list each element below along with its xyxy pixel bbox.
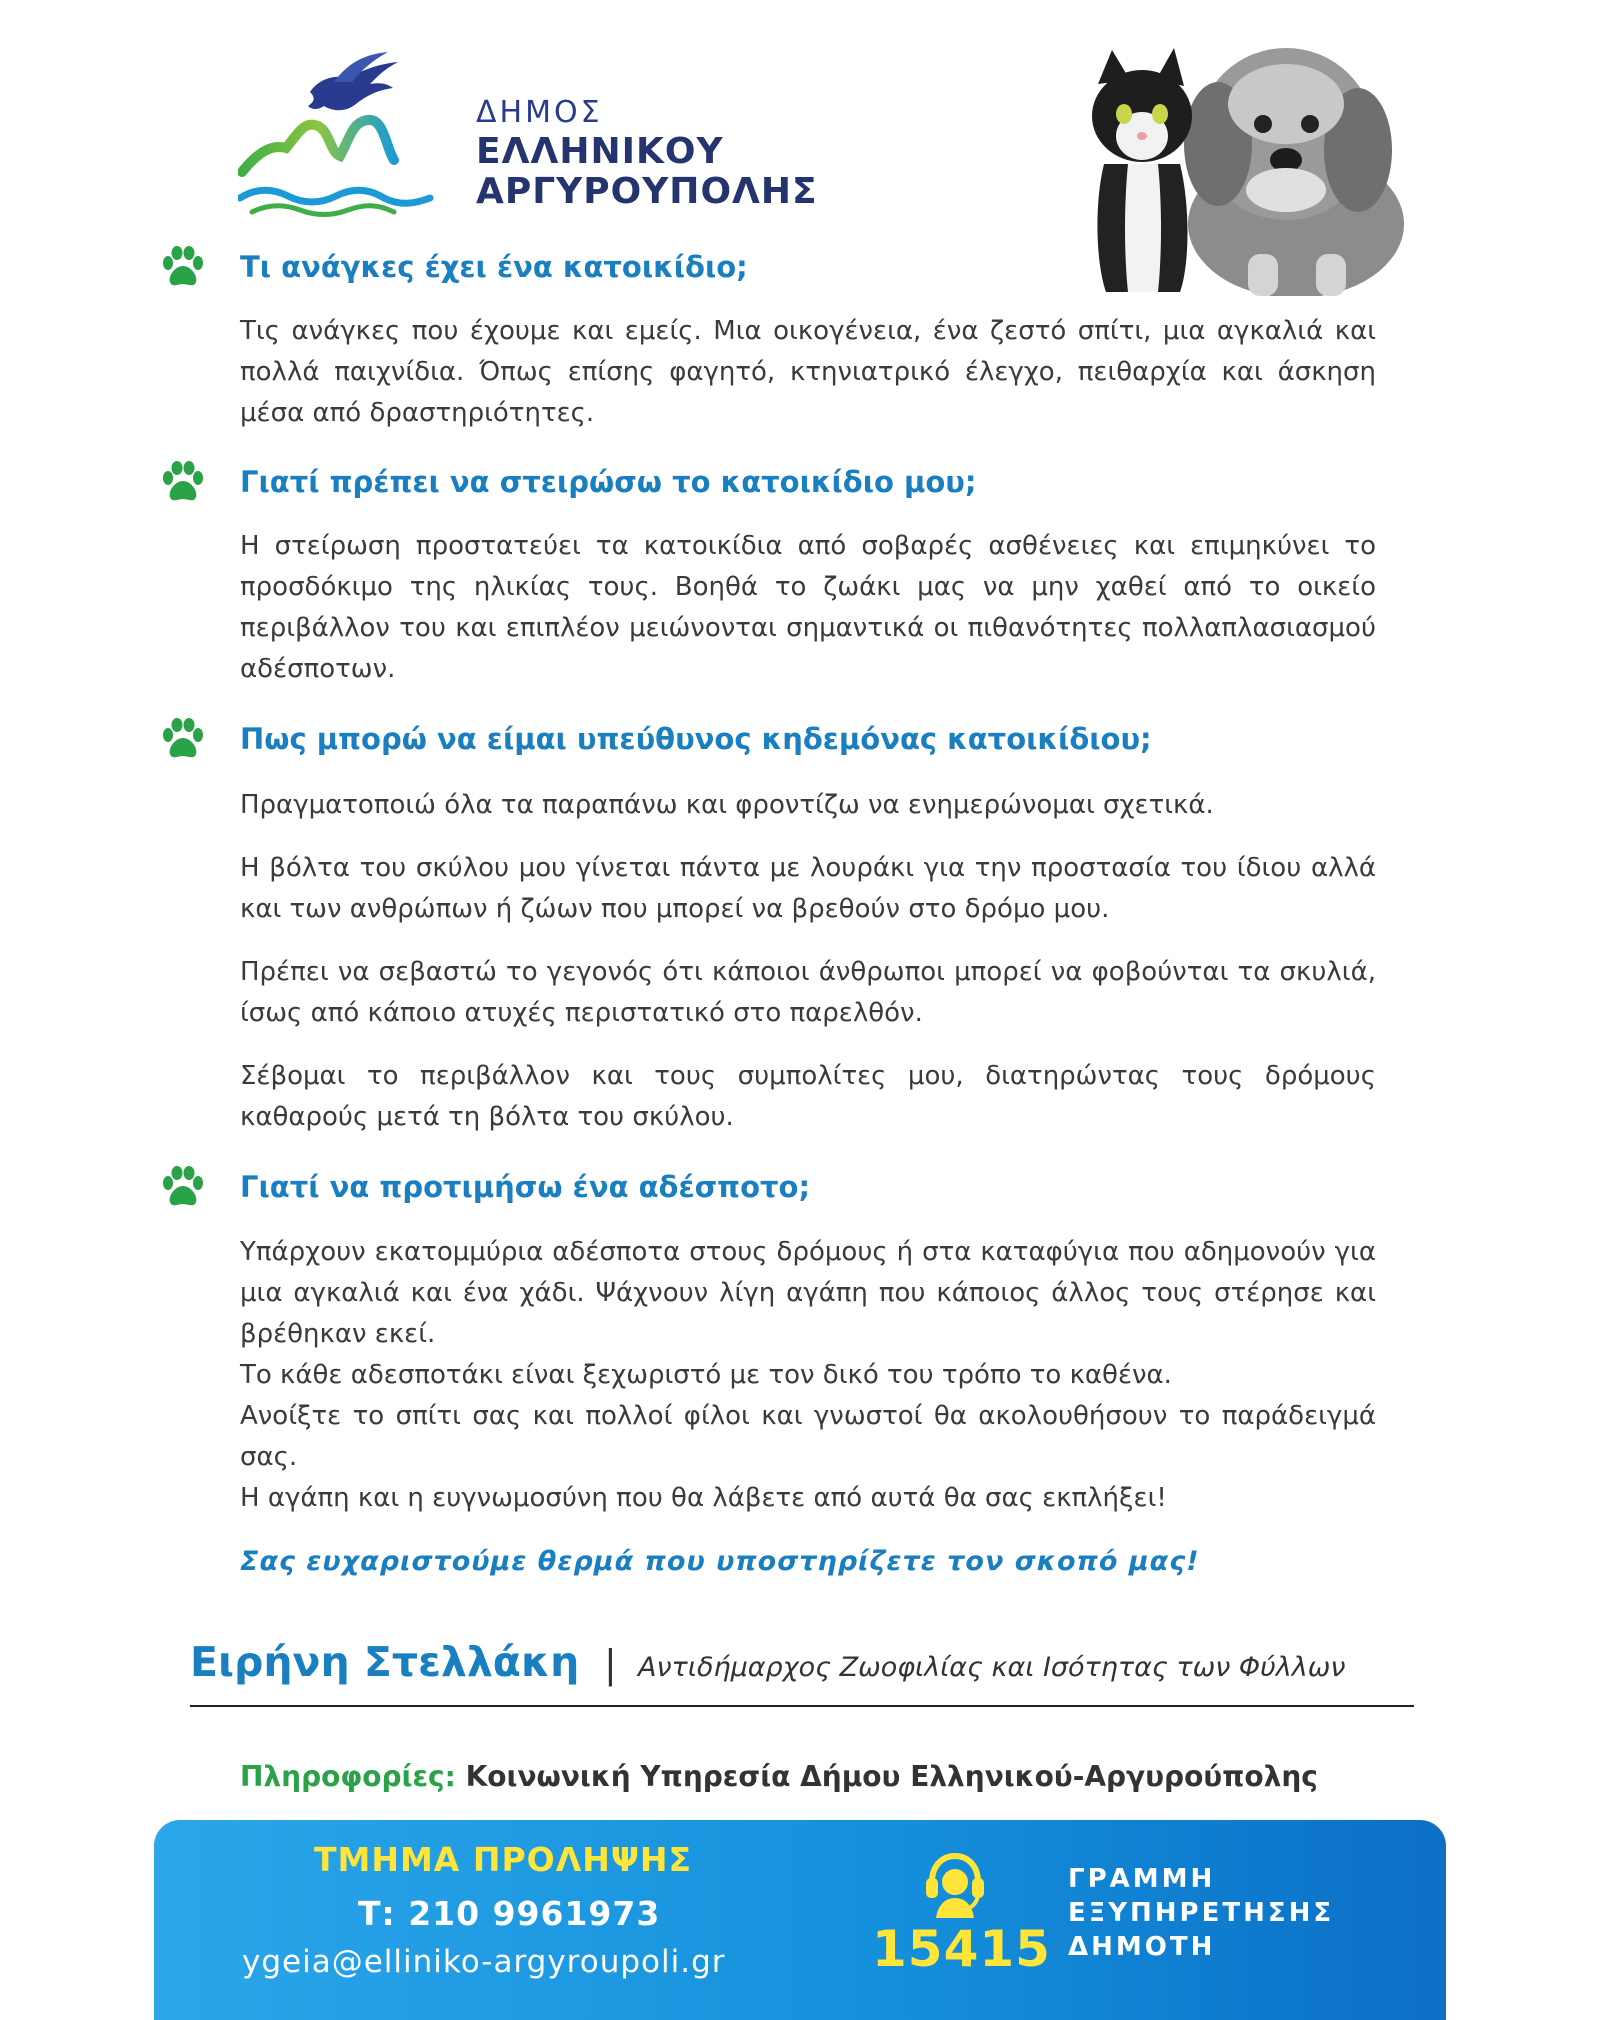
cat-and-dog-image <box>1058 24 1404 296</box>
banner-department: ΤΜΗΜΑ ΠΡΟΛΗΨΗΣ <box>314 1840 693 1879</box>
section-text-responsible-2: Η βόλτα του σκύλου μου γίνεται πάντα με λουράκι για την προστασία του ίδιου αλλά και των ανθρώπων ή ζώων που μπορεί να βρεθούν στο δρόμο μου. <box>240 853 1376 924</box>
signature-divider <box>190 1705 1414 1707</box>
paw-icon <box>160 716 206 762</box>
info-line <box>240 1760 1318 1793</box>
logo-line-3: ΑΡΓΥΡΟΥΠΟΛΗΣ <box>476 171 818 212</box>
hotline-label-1: ΓΡΑΜΜΗ <box>1068 1864 1216 1894</box>
info-label: Πληροφορίες: <box>240 1760 456 1793</box>
section-text-adopt-2: Το κάθε αδεσποτάκι είναι ξεχωριστό με τον δικό του τρόπο το καθένα. <box>240 1360 1172 1390</box>
hotline-label-3: ΔΗΜΟΤΗ <box>1068 1932 1216 1962</box>
banner-email: ygeia@elliniko-argyroupoli.gr <box>242 1944 726 1980</box>
banner-phone: Τ: 210 9961973 <box>358 1894 661 1933</box>
section-title-neutering: Γιατί πρέπει να στειρώσω το κατοικίδιο μου; <box>240 465 977 499</box>
section-text-pet-needs: Τις ανάγκες που έχουμε και εμείς. Μια οικογένεια, ένα ζεστό σπίτι, μια αγκαλιά και πολλά παιχνίδια. Όπως επίσης φαγητό, κτηνιατρικό έλεγχο, πειθαρχία και άσκηση μέσα από δραστηριότητες. <box>240 316 1376 428</box>
section-text-neutering: Η στείρωση προστατεύει τα κατοικίδια από σοβαρές ασθένειες και επιμηκύνει το προσδόκιμο της ηλικίας τους. Βοηθά το ζωάκι μας να μην χαθεί από το οικείο περιβάλλον του και επιπλέον μειώνονται σημαντικά οι πιθανότητες πολλαπλασιασμού αδέσποτων. <box>240 531 1376 684</box>
section-title-responsible-owner: Πως μπορώ να είμαι υπεύθυνος κηδεμόνας κατοικίδιου; <box>240 722 1152 756</box>
municipality-logo <box>238 52 818 222</box>
logo-line-2: ΕΛΛΗΝΙΚΟΥ <box>476 131 724 172</box>
hotline-label-2: ΕΞΥΠΗΡΕΤΗΣΗΣ <box>1068 1898 1335 1928</box>
paw-icon <box>160 1164 206 1210</box>
section-text-responsible-1: Πραγματοποιώ όλα τα παραπάνω και φροντίζω να ενημερώνομαι σχετικά. <box>240 790 1214 820</box>
hotline-number: 15415 <box>872 1920 1051 1978</box>
signature-role: Αντιδήμαρχος Ζωοφιλίας και Ισότητας των Φύλλων <box>638 1652 1346 1683</box>
section-title-pet-needs: Τι ανάγκες έχει ένα κατοικίδιο; <box>240 250 748 284</box>
paw-icon <box>160 244 206 290</box>
section-text-responsible-4: Σέβομαι το περιβάλλον και τους συμπολίτες μου, διατηρώντας τους δρόμους καθαρούς μετά τη βόλτα του σκύλου. <box>240 1061 1376 1132</box>
info-text: Κοινωνική Υπηρεσία Δήμου Ελληνικού-Αργυρούπολης <box>465 1760 1318 1793</box>
signature-separator: | <box>604 1642 617 1686</box>
thanks-message: Σας ευχαριστούμε θερμά που υποστηρίζετε τον σκοπό μας! <box>240 1546 1200 1577</box>
section-text-responsible-3: Πρέπει να σεβαστώ το γεγονός ότι κάποιοι άνθρωποι μπορεί να φοβούνται τα σκυλιά, ίσως από κάποιο ατυχές περιστατικό στο παρελθόν. <box>240 957 1376 1028</box>
section-title-adopt-stray: Γιατί να προτιμήσω ένα αδέσποτο; <box>240 1170 811 1204</box>
section-text-adopt-3: Ανοίξτε το σπίτι σας και πολλοί φίλοι και γνωστοί θα ακολουθήσουν το παράδειγμά σας. <box>240 1401 1376 1472</box>
logo-line-1: ΔΗΜΟΣ <box>476 95 603 130</box>
section-text-adopt-1: Υπάρχουν εκατομμύρια αδέσποτα στους δρόμους ή στα καταφύγια που αδημονούν για μια αγκαλιά και ένα χάδι. Ψάχνουν λίγη αγάπη που κάποιος άλλος τους στέρησε και βρέθηκαν εκεί. <box>240 1237 1376 1349</box>
headset-operator-icon <box>920 1848 990 1918</box>
signature-name: Ειρήνη Στελλάκη <box>190 1638 580 1686</box>
paw-icon <box>160 459 206 505</box>
logo-text <box>476 95 818 214</box>
section-text-adopt-4: Η αγάπη και η ευγνωμοσύνη που θα λάβετε από αυτά θα σας εκπλήξει! <box>240 1483 1167 1513</box>
